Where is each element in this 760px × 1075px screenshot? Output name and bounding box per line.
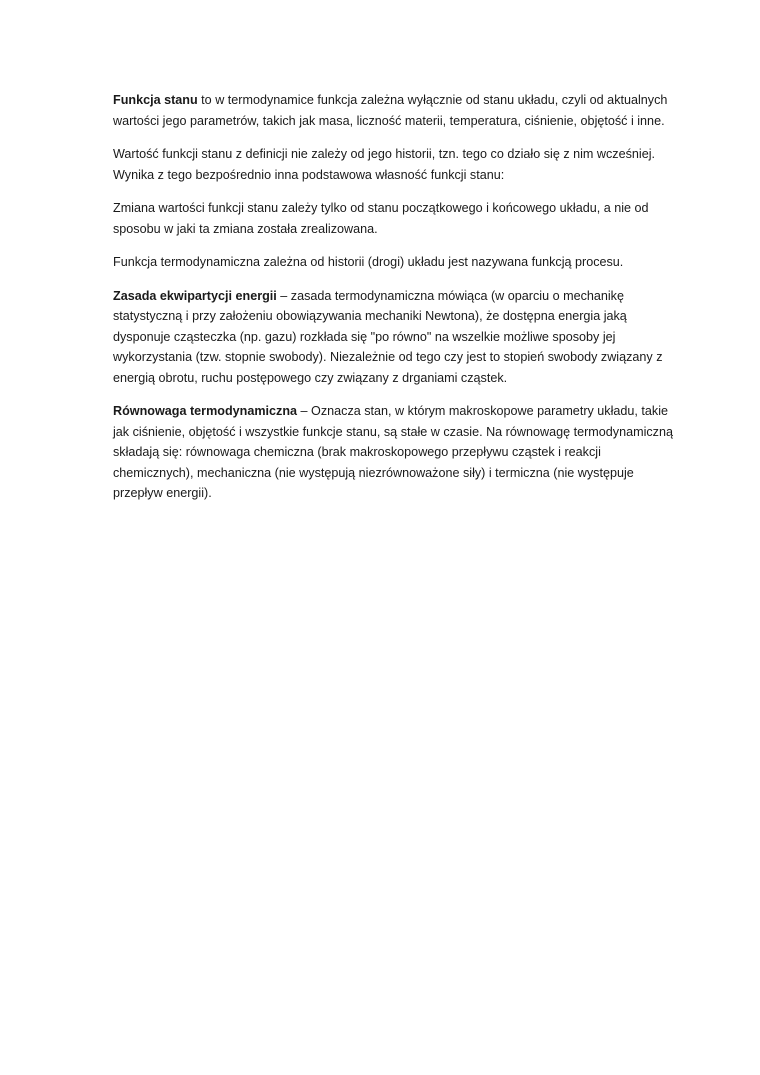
- paragraph-text: to w termodynamice funkcja zależna wyłącznie od stanu układu, czyli od aktualnych wartości jego parametrów, takich jak masa, liczność materii, temperatura, ciśnienie, objętość i inne.: [113, 93, 668, 128]
- term-zasada-ekwipartycji: Zasada ekwipartycji energii: [113, 288, 277, 303]
- paragraph-process-function: [113, 252, 673, 273]
- document-body: [113, 90, 673, 517]
- paragraph-text: Funkcja termodynamiczna zależna od historii (drogi) układu jest nazywana funkcją procesu.: [113, 255, 624, 269]
- paragraph-state-change: [113, 198, 673, 239]
- term-funkcja-stanu: Funkcja stanu: [113, 93, 198, 107]
- paragraph-text: – Oznacza stan, w którym makroskopowe parametry układu, takie jak ciśnienie, objętość i wszystkie funkcje stanu, są stałe w czasie. Na równowagę termodynamiczną składają się: równowaga chemiczna (brak makroskopowego przepływu cząstek i reakcji chemicznych), mechaniczna (nie występują niezrównoważone siły) i termiczna (nie występuje przepływ energii).: [113, 404, 673, 500]
- paragraph-text: – zasada termodynamiczna mówiąca (w oparciu o mechanikę statystyczną i przy założeniu obowiązywania mechaniki Newtona), że dostępna energia jaką dysponuje cząsteczka (np. gazu) rozkłada się "po równo" na wszelkie możliwe sposoby jej wykorzystania (tzw. stopnie swobody). Niezależnie od tego czy jest to stopień swobody związany z energią obrotu, ruchu postępowego czy związany z drganiami cząstek.: [113, 288, 663, 385]
- paragraph-text: Wartość funkcji stanu z definicji nie zależy od jego historii, tzn. tego co działo się z nim wcześniej. Wynika z tego bezpośrednio inna podstawowa własność funkcji stanu:: [113, 147, 656, 182]
- paragraph-funkcja-stanu: [113, 90, 673, 131]
- paragraph-text: Zmiana wartości funkcji stanu zależy tylko od stanu początkowego i końcowego układu, a nie od sposobu w jaki ta zmiana została zrealizowana.: [113, 201, 649, 236]
- paragraph-rownowaga: [113, 401, 673, 504]
- paragraph-ekwipartycja: [113, 286, 673, 389]
- term-rownowaga-termodynamiczna: Równowaga termodynamiczna: [113, 404, 298, 418]
- paragraph-definition: [113, 144, 673, 185]
